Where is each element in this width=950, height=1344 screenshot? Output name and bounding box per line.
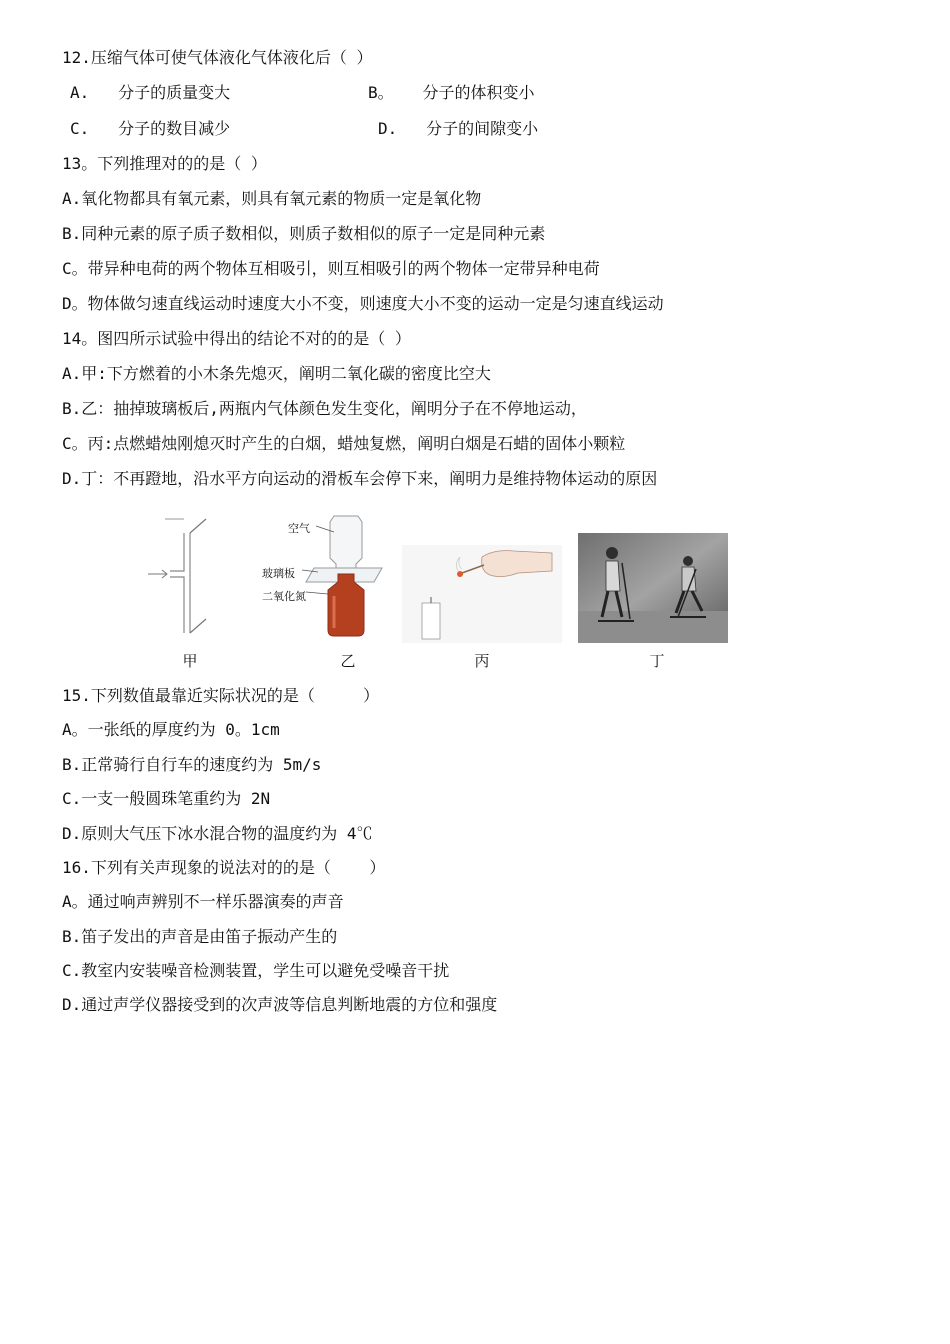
figure-ding-photo: [578, 533, 728, 643]
q12-option-c: C. 分子的数目减少: [70, 119, 231, 138]
q13-option-d: D。物体做匀速直线运动时速度大小不变，则速度大小不变的运动一定是匀速直线运动: [62, 294, 664, 313]
q13-option-b: B.同种元素的原子质子数相似，则质子数相似的原子一定是同种元素: [62, 224, 546, 243]
figure-jia-label: 甲: [182, 652, 198, 670]
q14-stem: 14。图四所示试验中得出的结论不对的的是（ ）: [62, 329, 411, 348]
q16-stem: 16.下列有关声现象的说法对的的是（ ）: [62, 858, 386, 877]
q15-stem: 15.下列数值最靠近实际状况的是（ ）: [62, 686, 380, 705]
q12-stem: 12.压缩气体可使气体液化气体液化后（ ）: [62, 48, 373, 67]
q13-option-a: A.氧化物都具有氧元素，则具有氧元素的物质一定是氧化物: [62, 189, 482, 208]
figure-jia-tube: [140, 515, 220, 645]
figure-yi-gas-label: 二氧化氮: [262, 590, 306, 603]
figure-yi-glass-label: 玻璃板: [262, 567, 295, 580]
figure-bing-label: 丙: [474, 652, 490, 670]
q16-option-d: D.通过声学仪器接受到的次声波等信息判断地震的方位和强度: [62, 995, 498, 1014]
q14-option-d: D.丁：不再蹬地，沿水平方向运动的滑板车会停下来，阐明力是维持物体运动的原因: [62, 469, 658, 488]
figure-ding-label: 丁: [649, 652, 665, 670]
q15-option-a: A。一张纸的厚度约为 0。1cm: [62, 720, 280, 739]
q12-option-d: D. 分子的间隙变小: [378, 119, 539, 138]
q16-option-b: B.笛子发出的声音是由笛子振动产生的: [62, 927, 338, 946]
q13-option-c: C。带异种电荷的两个物体互相吸引，则互相吸引的两个物体一定带异种电荷: [62, 259, 600, 278]
q15-option-b: B.正常骑行自行车的速度约为 5m/s: [62, 755, 322, 774]
q15-option-c: C.一支一般圆珠笔重约为 2N: [62, 789, 271, 808]
q12-option-a: A. 分子的质量变大: [70, 83, 231, 102]
figure-yi-label: 乙: [340, 652, 356, 670]
figure-bing-candle: [402, 545, 562, 643]
q12-option-b: B。 分子的体积变小: [368, 83, 535, 102]
q13-stem: 13。下列推理对的的是（ ）: [62, 154, 267, 173]
q14-option-a: A.甲:下方燃着的小木条先熄灭，阐明二氧化碳的密度比空大: [62, 364, 491, 383]
q16-option-a: A。通过响声辨别不一样乐器演奏的声音: [62, 892, 344, 911]
q14-option-c: C。丙:点燃蜡烛刚熄灭时产生的白烟，蜡烛复燃，阐明白烟是石蜡的固体小颗粒: [62, 434, 626, 453]
q16-option-c: C.教室内安装噪音检测装置，学生可以避免受噪音干扰: [62, 961, 450, 980]
q15-option-d: D.原则大气压下冰水混合物的温度约为 4℃: [62, 824, 373, 843]
figure-yi-air-label: 空气: [288, 522, 310, 535]
q14-option-b: B.乙：抽掉玻璃板后,两瓶内气体颜色发生变化，阐明分子在不停地运动，: [62, 399, 587, 418]
